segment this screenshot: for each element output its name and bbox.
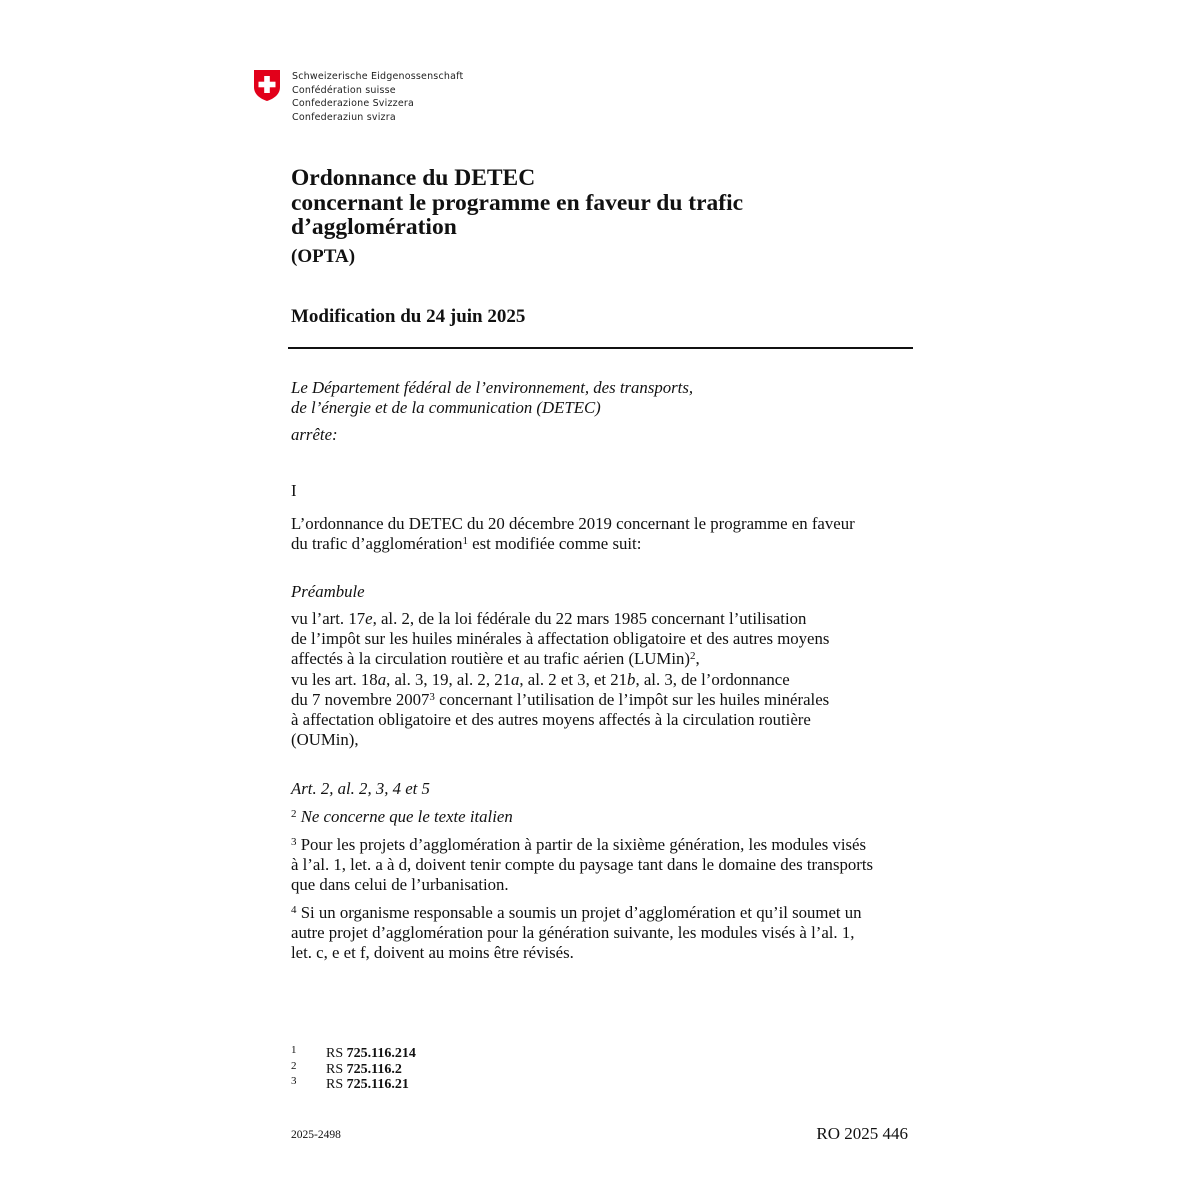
footnote-ref: 3 xyxy=(429,690,435,703)
authority-line: Le Département fédéral de l’environnement, des transports, xyxy=(291,378,694,397)
preamble-line: (OUMin), xyxy=(291,730,359,750)
preamble-heading: Préambule xyxy=(291,582,365,601)
confederation-name-de: Schweizerische Eidgenossenschaft xyxy=(292,71,464,82)
paragraph-2: $^2$ Ne concerne que le texte italien xyxy=(291,807,513,826)
authority-line: de l’énergie et de la communication (DETEC) xyxy=(291,398,601,418)
preamble-body xyxy=(291,609,829,750)
paragraph-4: $^4$ Si un organisme responsable a soumis un projet d’agglomération et qu’il soumet un autre projet d’agglomération pour la génération suivante, les modules visés à l’al. 1, let. c, e et f, doivent au moins être révisés. xyxy=(291,903,862,963)
article-heading: Art. 2, al. 2, 3, 4 et 5 xyxy=(291,779,430,798)
paragraph-number: 2 xyxy=(291,808,297,820)
swiss-emblem-icon xyxy=(252,69,282,102)
paragraph-3: $^3$ Pour les projets d’agglomération à partir de la sixième génération, les modules visés à l’al. 1, let. a à d, doivent tenir compte du paysage tant dans le domaine des transports que dans celui de l’urbanisation. xyxy=(291,835,874,895)
modification-date: Modification du 24 juin 2025 xyxy=(291,306,526,327)
footnote-reference: 725.116.21 xyxy=(346,1077,409,1092)
preamble-line: de l’impôt sur les huiles minérales à affectation obligatoire et des autres moyens xyxy=(291,629,830,649)
footnote-reference: 725.116.214 xyxy=(346,1046,416,1061)
confederation-name-it: Confederazione Svizzera xyxy=(292,98,415,109)
title-abbreviation: (OPTA) xyxy=(291,246,356,267)
decree-word: arrête: xyxy=(291,425,338,444)
footnote-number: 2 xyxy=(291,1059,297,1072)
title-line: Ordonnance du DETEC xyxy=(291,165,536,191)
confederation-name-fr: Confédération suisse xyxy=(292,84,396,96)
footnote-ref: 2 xyxy=(689,650,696,663)
preamble-line: vu l’art. 17e, al. 2, de la loi fédérale du 22 mars 1985 concernant l’utilisation xyxy=(291,609,807,628)
authority-statement xyxy=(291,378,693,418)
title-divider xyxy=(288,347,913,349)
section-number: I xyxy=(291,481,297,500)
title-line: concernant le programme en faveur du trafic xyxy=(291,189,744,216)
intro-line: du trafic d’agglomération$^1$ est modifiée comme suit: xyxy=(291,534,642,554)
ro-reference: RO 2025 446 xyxy=(816,1124,908,1143)
document-number: 2025-2498 xyxy=(291,1129,341,1141)
confederation-names xyxy=(292,70,463,124)
preamble-line: affectés à la circulation routière et au trafic aérien (LUMin)$^2$, xyxy=(291,649,700,669)
footnote-ref: 1 xyxy=(462,535,468,548)
preamble-line: du 7 novembre 2007$^3$ concernant l’utilisation de l’impôt sur les huiles minérales xyxy=(291,689,830,709)
document-title xyxy=(291,166,743,240)
intro-paragraph xyxy=(291,514,855,554)
footnote-reference: 725.116.2 xyxy=(346,1061,402,1077)
preamble-line: à affectation obligatoire et des autres moyens affectés à la circulation routière xyxy=(291,710,811,730)
title-line: d’agglomération xyxy=(291,214,457,240)
confederation-name-rm: Confederaziun svizra xyxy=(292,111,396,123)
paragraph-number: 3 xyxy=(291,836,297,848)
footnote-number: 1 xyxy=(291,1044,297,1056)
preamble-line: vu les art. 18a, al. 3, 19, al. 2, 21a, al. 2 et 3, et 21b, al. 3, de l’ordonnance xyxy=(291,669,790,689)
intro-line: L’ordonnance du DETEC du 20 décembre 2019 concernant le programme en faveur xyxy=(291,514,855,533)
paragraph-number: 4 xyxy=(291,904,297,916)
footnote-number: 3 xyxy=(291,1075,297,1087)
